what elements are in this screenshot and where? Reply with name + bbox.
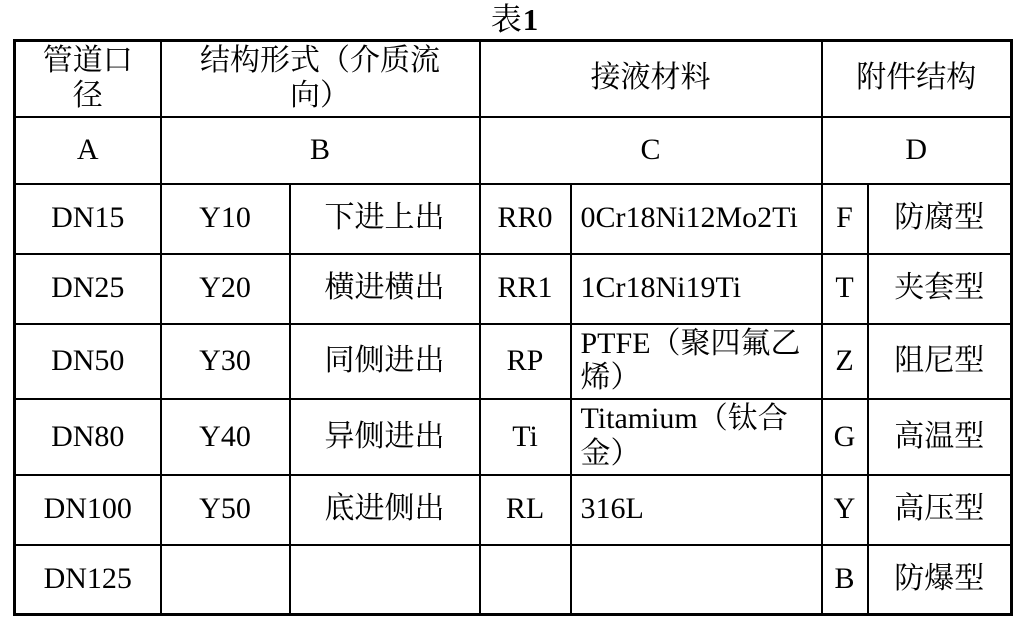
header-code-c: C <box>480 117 822 184</box>
cell-attachment-desc: 夹套型 <box>868 254 1012 324</box>
cell-material-desc: 0Cr18Ni12Mo2Ti <box>571 184 822 254</box>
selection-spec-table <box>13 39 1013 616</box>
header-group-a: 管道口径 <box>15 41 161 117</box>
table-row-dn50 <box>15 324 1012 400</box>
table-title <box>0 0 1030 38</box>
cell-attachment-code: B <box>822 545 868 615</box>
cell-structure-desc: 横进横出 <box>290 254 480 324</box>
cell-structure-desc: 下进上出 <box>290 184 480 254</box>
cell-attachment-desc: 高温型 <box>868 399 1012 475</box>
cell-pipe-diameter: DN125 <box>15 545 161 615</box>
cell-material-desc: 1Cr18Ni19Ti <box>571 254 822 324</box>
cell-pipe-diameter: DN25 <box>15 254 161 324</box>
cell-pipe-diameter: DN50 <box>15 324 161 400</box>
cell-material-code: RL <box>480 475 571 545</box>
cell-attachment-code: G <box>822 399 868 475</box>
cell-material-desc: Titamium（钛合金） <box>571 399 822 475</box>
cell-material-desc: PTFE（聚四氟乙烯） <box>571 324 822 400</box>
header-group-c: 接液材料 <box>480 41 822 117</box>
cell-structure-code: Y30 <box>161 324 290 400</box>
cell-structure-desc: 异侧进出 <box>290 399 480 475</box>
cell-attachment-desc: 阻尼型 <box>868 324 1012 400</box>
cell-attachment-code: Z <box>822 324 868 400</box>
header-group-b: 结构形式（介质流向） <box>161 41 480 117</box>
table-header <box>15 41 1012 184</box>
header-code-b: B <box>161 117 480 184</box>
cell-structure-code <box>161 545 290 615</box>
cell-material-desc: 316L <box>571 475 822 545</box>
header-code-d: D <box>822 117 1012 184</box>
cell-attachment-desc: 防爆型 <box>868 545 1012 615</box>
cell-structure-code: Y50 <box>161 475 290 545</box>
table-row-dn100 <box>15 475 1012 545</box>
header-label-row <box>15 41 1012 117</box>
header-code-a: A <box>15 117 161 184</box>
cell-pipe-diameter: DN100 <box>15 475 161 545</box>
cell-structure-code: Y10 <box>161 184 290 254</box>
cell-structure-code: Y20 <box>161 254 290 324</box>
cell-material-code <box>480 545 571 615</box>
cell-structure-desc: 底进侧出 <box>290 475 480 545</box>
cell-structure-desc: 同侧进出 <box>290 324 480 400</box>
table-body <box>15 184 1012 615</box>
table-row-dn80 <box>15 399 1012 475</box>
table-row-dn125 <box>15 545 1012 615</box>
cell-structure-desc <box>290 545 480 615</box>
cell-material-code: RR1 <box>480 254 571 324</box>
cell-attachment-code: T <box>822 254 868 324</box>
cell-material-code: RR0 <box>480 184 571 254</box>
cell-structure-code: Y40 <box>161 399 290 475</box>
cell-pipe-diameter: DN80 <box>15 399 161 475</box>
cell-attachment-code: Y <box>822 475 868 545</box>
cell-material-code: RP <box>480 324 571 400</box>
table-row-dn15 <box>15 184 1012 254</box>
cell-material-code: Ti <box>480 399 571 475</box>
cell-attachment-code: F <box>822 184 868 254</box>
table-title-prefix: 表 <box>490 2 523 37</box>
cell-attachment-desc: 防腐型 <box>868 184 1012 254</box>
cell-attachment-desc: 高压型 <box>868 475 1012 545</box>
header-group-d: 附件结构 <box>822 41 1012 117</box>
cell-material-desc <box>571 545 822 615</box>
header-code-row <box>15 117 1012 184</box>
table-row-dn25 <box>15 254 1012 324</box>
cell-pipe-diameter: DN15 <box>15 184 161 254</box>
table-title-number: 1 <box>522 2 540 37</box>
